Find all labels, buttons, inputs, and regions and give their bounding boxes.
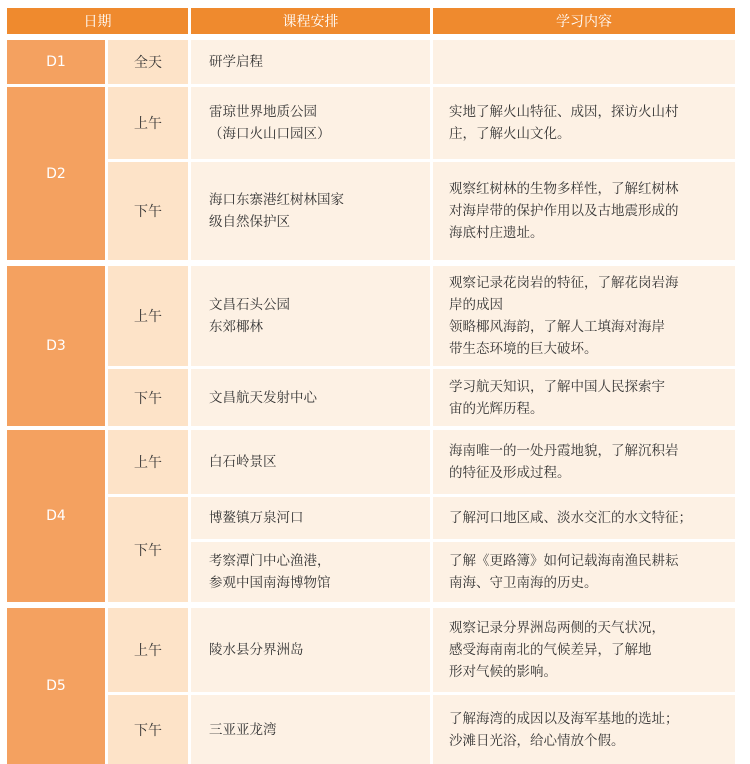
- day-d2: D2: [7, 87, 105, 260]
- header-schedule: 课程安排: [191, 8, 430, 34]
- period-d4-am: 上午: [108, 430, 188, 494]
- schedule-d4-am: 白石岭景区: [191, 430, 430, 494]
- period-d3-am: 上午: [108, 266, 188, 366]
- content-d1: [433, 40, 735, 84]
- content-d4-pm-1: 了解河口地区咸、淡水交汇的水文特征；: [433, 497, 735, 539]
- content-d5-pm: 了解海湾的成因以及海军基地的选址； 沙滩日光浴，给心情放个假。: [433, 695, 735, 764]
- schedule-d1: 研学启程: [191, 40, 430, 84]
- content-d5-am: 观察记录分界洲岛两侧的天气状况， 感受海南南北的气候差异，了解地 形对气候的影响。: [433, 608, 735, 692]
- period-d5-am: 上午: [108, 608, 188, 692]
- content-d4-pm-2: 了解《更路簿》如何记载海南渔民耕耘 南海、守卫南海的历史。: [433, 542, 735, 602]
- content-d4-am: 海南唯一的一处丹霞地貌，了解沉积岩 的特征及形成过程。: [433, 430, 735, 494]
- content-d3-am: 观察记录花岗岩的特征，了解花岗岩海 岸的成因 领略椰风海韵，了解人工填海对海岸 带生态环境的巨大破坏。: [433, 266, 735, 366]
- schedule-d2-pm: 海口东寨港红树林国家 级自然保护区: [191, 162, 430, 260]
- day-d5: D5: [7, 608, 105, 764]
- schedule-d3-pm: 文昌航天发射中心: [191, 369, 430, 426]
- period-d5-pm: 下午: [108, 695, 188, 764]
- period-d3-pm: 下午: [108, 369, 188, 426]
- content-d2-am: 实地了解火山特征、成因，探访火山村 庄，了解火山文化。: [433, 87, 735, 159]
- content-d2-pm: 观察红树林的生物多样性，了解红树林 对海岸带的保护作用以及古地震形成的 海底村庄遗址。: [433, 162, 735, 260]
- schedule-d4-pm-1: 博鳌镇万泉河口: [191, 497, 430, 539]
- period-d4-pm: 下午: [108, 497, 188, 602]
- content-d3-pm: 学习航天知识，了解中国人民探索宇 宙的光辉历程。: [433, 369, 735, 426]
- schedule-d4-pm-2: 考察潭门中心渔港， 参观中国南海博物馆: [191, 542, 430, 602]
- schedule-d2-am: 雷琼世界地质公园 （海口火山口园区）: [191, 87, 430, 159]
- period-d2-am: 上午: [108, 87, 188, 159]
- period-d2-pm: 下午: [108, 162, 188, 260]
- day-d1: D1: [7, 40, 105, 84]
- period-d1: 全天: [108, 40, 188, 84]
- schedule-d5-pm: 三亚亚龙湾: [191, 695, 430, 764]
- day-d4: D4: [7, 430, 105, 602]
- schedule-d3-am: 文昌石头公园 东郊椰林: [191, 266, 430, 366]
- day-d3: D3: [7, 266, 105, 426]
- header-date: 日期: [7, 8, 188, 34]
- header-content: 学习内容: [433, 8, 735, 34]
- schedule-d5-am: 陵水县分界洲岛: [191, 608, 430, 692]
